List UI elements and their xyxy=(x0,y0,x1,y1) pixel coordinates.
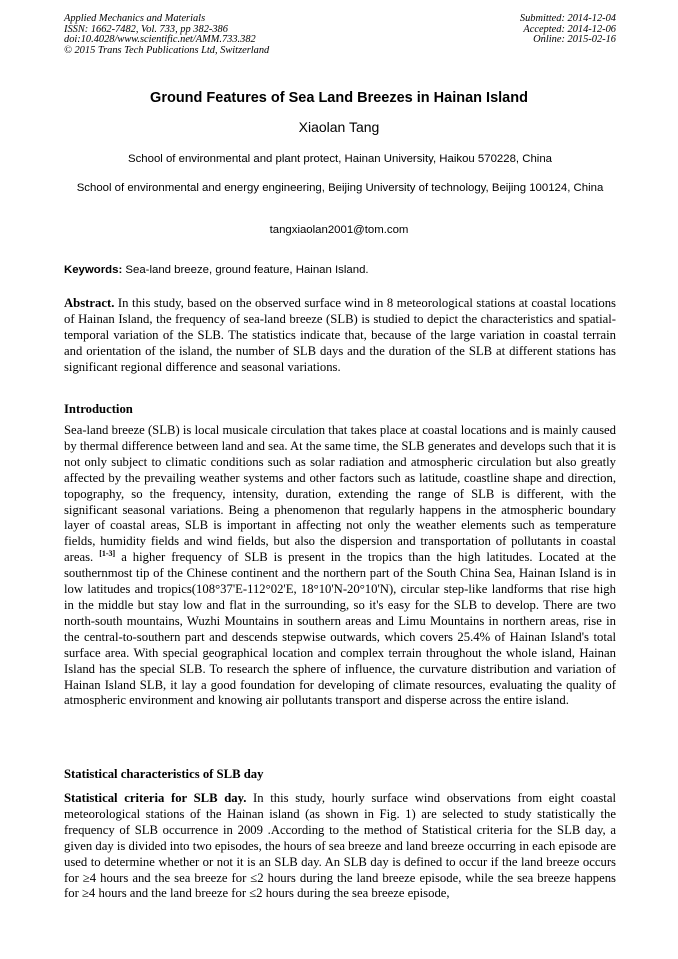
doi-line: doi:10.4028/www.scientific.net/AMM.733.382 xyxy=(64,34,256,46)
introduction-heading: Introduction xyxy=(64,402,133,416)
keywords-label: Keywords: xyxy=(64,264,123,276)
affiliation-2: School of environmental and energy engineering, Beijing University of technology, Beijing 100124, China xyxy=(76,182,604,194)
keywords-text: Sea-land breeze, ground feature, Hainan Island. xyxy=(122,264,369,276)
author-name: Xiaolan Tang xyxy=(298,119,380,135)
journal-header xyxy=(64,14,269,56)
affiliation-1: School of environmental and plant protect, Hainan University, Haikou 570228, China xyxy=(127,153,553,165)
statistical-lead: Statistical criteria for SLB day. xyxy=(64,791,247,805)
introduction-text-2: a higher frequency of SLB is present in the tropics than the high latitudes. Located at the southernmost tip of the Chinese continent and the northern part of the South China Sea, Hainan Island is in low latitudes and tropics(108°37'E-112°02'E, 18°10'N-20°10'N), circular step-like landforms that rise high in the middle but stay low and flat in the surrounding, so it's easy for the SLB to develop. There are two north-south mountains, Wuzhi Mountains in southern areas and Limu Mountains in northern areas, rise in the central-to-southern part and descends stepwise outwards, which covers 25.4% of Hainan Island's total surface area. With special geographical location and complex terrain throughout the whole island, Hainan Island has the special SLB. To research the sphere of influence, the curvature distribution and variation of Hainan Island SLB, it lay a good foundation for developing of climate resources, evaluating the quality of atmospheric environment and knowing air pollutants transport and disperse across the entire island. xyxy=(64,550,616,708)
submitted-date: Submitted: 2014-12-04 xyxy=(519,13,616,24)
abstract-label: Abstract. xyxy=(64,296,115,310)
author-email: tangxiaolan2001@tom.com xyxy=(269,224,409,236)
introduction-text-1: Sea-land breeze (SLB) is local musicale circulation that takes place at coastal locations and is mainly caused by thermal difference between land and sea. At the same time, the SLB generates and develops such that it is not only subject to climatic conditions such as solar radiation and atmospheric circulation but also greatly affected by the prevailing weather systems and other factors such as latitude, coastline shape and direction, topography, so the frequency, intensity, duration, extending the range of SLB is different, with the significant seasonal variations. Being a phenomenon that regularly happens in the atmospheric boundary layer of coastal areas, SLB is important in affecting not only the weather elements such as temperature fields, humidity fields and wind fields, but also the dispersion and transportation of pollutants in coastal areas. xyxy=(64,423,616,565)
issn-line: ISSN: 1662-7482, Vol. 733, pp 382-386 xyxy=(64,23,228,35)
abstract xyxy=(64,296,616,376)
accepted-date: Accepted: 2014-12-06 xyxy=(523,23,616,35)
introduction-body xyxy=(64,423,616,709)
abstract-text: In this study, based on the observed surface wind in 8 meteorological stations at coastal locations of Hainan Island, the frequency of sea-land breeze (SLB) is studied to depict the characteristics and spatial-temporal variation of the SLB. The statistics indicate that, because of the large variation in coastal terrain and orientation of the island, the number of SLB days and the duration of the SLB at different stations has significant regional difference and seasonal variations. xyxy=(64,296,616,374)
journal-name: Applied Mechanics and Materials xyxy=(64,13,206,24)
copyright-line: © 2015 Trans Tech Publications Ltd, Switzerland xyxy=(64,44,270,56)
citation-ref: [1-3] xyxy=(99,549,116,559)
keywords xyxy=(64,264,616,276)
statistical-text: In this study, hourly surface wind observations from eight coastal meteorological stations of the Hainan island (as shown in Fig. 1) are selected to study statistically the frequency of SLB occurrence in 2009 .According to the method of Statistical criteria for the SLB day, a given day is divided into two episodes, the hours of sea breeze and land breeze occurring in each episode are used to determine whether or not it is an SLB day. An SLB day is defined to occur if the land breeze occurs for ≥4 hours and the sea breeze for ≤2 hours during the land breeze episode, while the sea breeze happens for ≥4 hours and the land breeze for ≤2 hours during the sea breeze episode, xyxy=(64,791,616,901)
online-date: Online: 2015-02-16 xyxy=(533,34,616,46)
statistical-heading: Statistical characteristics of SLB day xyxy=(64,767,264,781)
statistical-body xyxy=(64,791,616,902)
dates-header xyxy=(520,14,616,46)
paper-title: Ground Features of Sea Land Breezes in Hainan Island xyxy=(150,90,528,106)
